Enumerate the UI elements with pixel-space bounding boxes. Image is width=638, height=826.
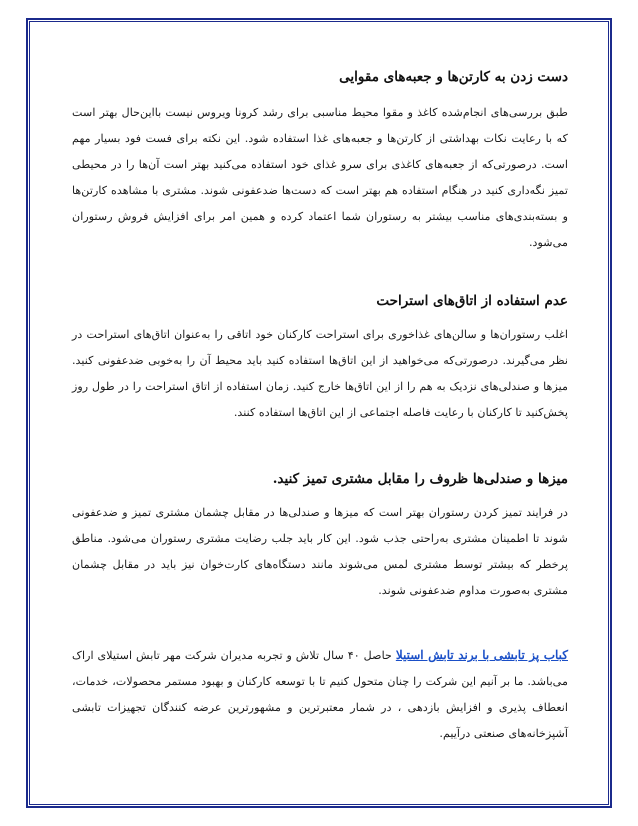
section-heading: میزها و صندلی‌ها ظروف را مقابل مشتری تمیز کنید.	[272, 471, 568, 487]
closing-paragraph	[72, 642, 568, 747]
section-tables-chairs	[72, 468, 568, 604]
document-body	[72, 66, 568, 747]
section-heading: دست زدن به کارتن‌ها و جعبه‌های مقوایی	[339, 69, 568, 85]
brand-link[interactable]: کباب پز تابشی با برند تابش استیلا	[395, 648, 568, 662]
section-paragraph: طبق بررسی‌های انجام‌شده کاغذ و مقوا محیط مناسبی برای رشد کرونا ویروس نیست بااین‌حال بهتر است که با رعایت نکات بهداشتی از کارتن‌ها و جعبه‌های غذا استفاده شود. این نکته برای فست فود بسیار مهم است. درصورتی‌که از جعبه‌های کاغذی برای سرو غذای خود استفاده می‌کنید بهتر است آن‌ها را در محیطی تمیز نگه‌داری کنید در هنگام استفاده هم بهتر است که دست‌ها ضدعفونی شوند. مشتری با مشاهده کارتن‌ها و بسته‌بندی‌های مناسب بیشتر به رستوران شما اعتماد کرده و همین امر برای افزایش فروش رستوران می‌شود.	[72, 106, 568, 249]
section-cardboard-boxes	[72, 66, 568, 256]
section-paragraph: در فرایند تمیز کردن رستوران بهتر است که میزها و صندلی‌ها در مقابل چشمان مشتری تمیز و ضدعفونی شوند تا اطمینان مشتری به‌راحتی جذب شود. این کار باید جلب رضایت مشتری رستوران می‌شود. مناطق پرخطر که بیشتر توسط مشتری لمس می‌شوند مانند دستگاه‌های کارت‌خوان نیز باید در مقابل چشمان مشتری به‌صورت مداوم ضدعفونی شوند.	[72, 506, 568, 597]
closing-text: حاصل ۴۰ سال تلاش و تجربه مدیران شرکت مهر تابش استیلای اراک می‌باشد. ما بر آنیم این شرکت را چنان متحول کنیم تا با توسعه کارکنان و بهبود مستمر محصولات، خدمات، انعطاف پذیری و افزایش بازدهی ، در شمار معتبرترین و مشهورترین عرضه کنندگان تجهیزات تابشی آشپزخانه‌های صنعتی درآییم.	[72, 649, 568, 740]
section-paragraph: اغلب رستوران‌ها و سالن‌های غذاخوری برای استراحت کارکنان خود اتاقی را به‌عنوان اتاق‌های استراحت در نظر می‌گیرند. درصورتی‌که می‌خواهید از این اتاق‌ها استفاده کنید باید محیط آن را به‌خوبی ضدعفونی کنید. میزها و صندلی‌های نزدیک به هم را از این اتاق‌ها خارج کنید. زمان استفاده از اتاق استراحت را در طول روز پخش‌کنید تا کارکنان با رعایت فاصله اجتماعی از این اتاق‌ها استفاده کنند.	[72, 328, 568, 419]
section-break-rooms	[72, 290, 568, 426]
section-heading: عدم استفاده از اتاق‌های استراحت	[376, 293, 568, 309]
